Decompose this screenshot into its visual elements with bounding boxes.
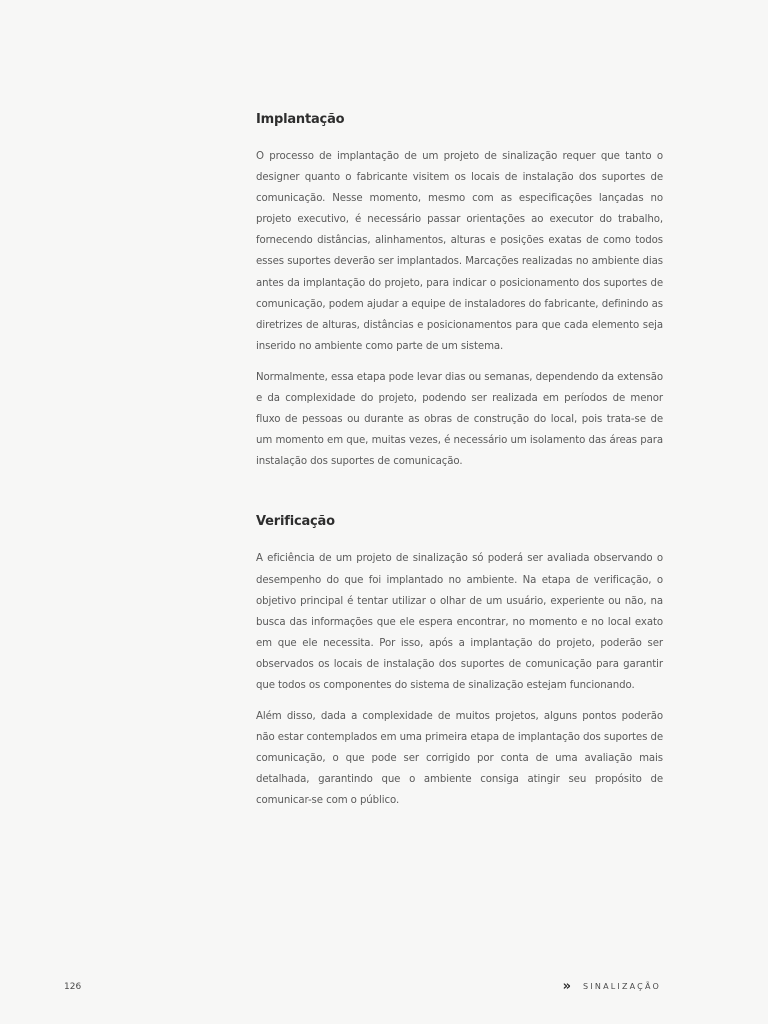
double-chevron-icon: » (562, 979, 572, 994)
paragraph-verificacao-2: Além disso, dada a complexidade de muitos projetos, alguns pontos poderão não estar contemplados em uma primeira etapa de implantação dos suportes de comunicação, o que pode ser corrigido por conta de uma avaliação mais detalhada, garantindo que o ambiente consiga atingir seu propósito de comunicar-se com o público. (256, 711, 663, 807)
section-verificacao (256, 514, 663, 811)
page-content (256, 112, 663, 812)
running-footer (563, 980, 661, 993)
section-title-verificacao: Verificação (256, 514, 335, 530)
paragraph-verificacao-1: A eficiência de um projeto de sinalização só poderá ser avaliada observando o desempenho do que foi implantado no ambiente. Na etapa de verificação, o objetivo principal é tentar utilizar o olhar de um usuário, experiente ou não, na busca das informações que ele espera encontrar, no momento e no local exato em que ele necessita. Por isso, após a implantação do projeto, poderão ser observados os locais de instalação dos suportes de comunicação para garantir que todos os componentes do sistema de sinalização estejam funcionando. (256, 553, 663, 691)
page-number: 126 (64, 982, 82, 992)
footer-section-label: SINALIZAÇÃO (583, 982, 661, 991)
paragraph-implantacao-1: O processo de implantação de um projeto de sinalização requer que tanto o designer quanto o fabricante visitem os locais de instalação dos suportes de comunicação. Nesse momento, mesmo com as especificações lançadas no projeto executivo, é necessário passar orientações ao executor do trabalho, fornecendo distâncias, alinhamentos, alturas e posições exatas de como todos esses suportes deverão ser implantados. Marcações realizadas no ambiente dias antes da implantação do projeto, para indicar o posicionamento dos suportes de comunicação, podem ajudar a equipe de instaladores do fabricante, definindo as diretrizes de alturas, distâncias e posicionamentos para que cada elemento seja inserido no ambiente como parte de um sistema. (256, 151, 663, 352)
section-title-implantacao: Implantação (256, 112, 345, 127)
section-implantacao (256, 112, 663, 472)
paragraph-implantacao-2: Normalmente, essa etapa pode levar dias ou semanas, dependendo da extensão e da complexidade do projeto, podendo ser realizada em períodos de menor fluxo de pessoas ou durante as obras de construção do local, pois trata-se de um momento em que, muitas vezes, é necessário um isolamento das áreas para instalação dos suportes de comunicação. (256, 371, 663, 468)
